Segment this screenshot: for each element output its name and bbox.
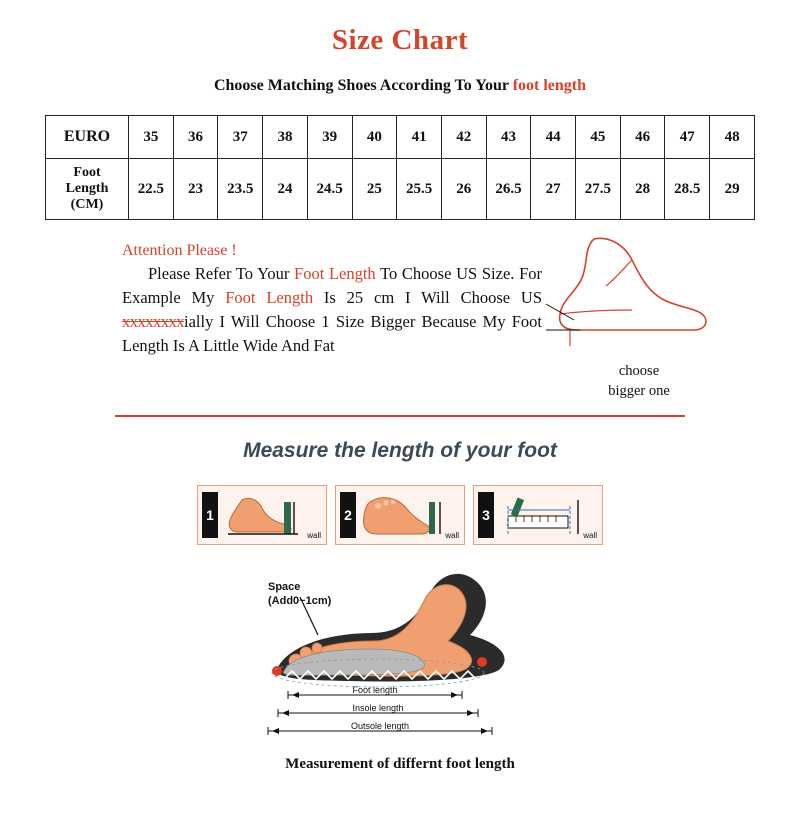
measure-step [197,485,327,545]
section-divider [115,415,685,417]
step3-wall-label: wall [583,531,597,540]
dim-label-insole-length: Insole length [352,703,404,713]
choose-note-line1: choose [618,363,660,379]
table-cell-euro: 38 [263,116,308,159]
attention-line1c: To Choose [375,264,452,283]
table-cell-length: 27 [531,159,576,220]
foot-label-line1: Foot [73,164,101,180]
foot-and-sole-svg [0,549,800,754]
table-cell-length: 23 [173,159,218,220]
row-header-foot-length [46,159,129,220]
table-cell-length: 25 [352,159,397,220]
space-label [268,581,331,609]
table-cell-length: 25.5 [397,159,442,220]
table-cell-euro: 40 [352,116,397,159]
table-cell-euro: 47 [665,116,710,159]
measure-heading: Measure the length of your foot [243,439,557,462]
table-cell-euro: 44 [531,116,576,159]
subtitle-highlight: foot length [512,77,587,94]
table-cell-length: 27.5 [576,159,621,220]
page-title: Size Chart [331,24,469,56]
table-cell-length: 23.5 [218,159,263,220]
measure-step [473,485,603,545]
table-cell-length: 26 [441,159,486,220]
space-label-line2: (Add0~1cm) [268,594,332,607]
space-label-line1: Space [268,581,301,593]
table-cell-euro: 39 [307,116,352,159]
attention-line2c: Is 25 cm I [313,287,411,307]
attention-text [122,262,542,358]
foot-measurement-diagram [0,549,800,754]
foot-label-line3: (CM) [70,197,104,213]
size-table [45,115,755,220]
attention-line4: Bigger Because My Foot Length Is A Little Wide [122,311,543,355]
step1-wall-label: wall [307,531,321,540]
step-number: 1 [202,492,218,538]
table-cell-length: 24.5 [307,159,352,220]
attention-line2b: Foot Length [225,287,314,307]
measure-steps [0,485,800,545]
table-cell-euro: 42 [441,116,486,159]
attention-line2a: US Size. For Example My [122,264,543,307]
attention-line5: And Fat [280,335,335,355]
choose-note-line2: bigger one [608,382,670,399]
row-header-euro: EURO [46,116,129,159]
page-subtitle [0,77,800,95]
table-cell-length: 24 [263,159,308,220]
table-cell-euro: 43 [486,116,531,159]
attention-line1b: Foot Length [294,264,376,283]
table-cell-length: 26.5 [486,159,531,220]
dim-label-foot-length: Foot length [352,685,398,695]
step-number: 3 [478,492,494,538]
attention-line1a: Please Refer To Your [148,264,295,283]
foot-label-line2: Length [65,180,109,196]
subtitle-prefix: Choose Matching Shoes According To Your [213,77,513,94]
table-cell-length: 28 [620,159,665,220]
attention-strikethrough: xxxxxxxx [122,311,184,331]
attention-block [50,234,750,409]
table-cell-length: 29 [710,159,755,220]
step2-wall-label: wall [445,531,459,540]
step-number: 2 [340,492,356,538]
table-cell-length: 22.5 [129,159,174,220]
foot-outline-icon [536,234,716,364]
table-cell-euro: 41 [397,116,442,159]
table-cell-euro: 46 [620,116,665,159]
attention-line3a: Will Choose US [421,287,542,307]
table-cell-length: 28.5 [665,159,710,220]
table-row-foot-length [46,159,755,220]
attention-title: Attention Please ! [122,242,237,259]
size-chart-page [0,24,800,824]
table-cell-euro: 36 [173,116,218,159]
attention-line3b: ially I Will Choose 1 Size [184,311,365,331]
measurement-caption: Measurement of differnt foot length [285,756,515,772]
choose-bigger-note [574,362,704,401]
table-cell-euro: 37 [218,116,263,159]
table-cell-euro: 45 [576,116,621,159]
measure-step [335,485,465,545]
dim-label-outsole-length: Outsole length [350,721,410,731]
table-cell-euro: 35 [129,116,174,159]
table-cell-euro: 48 [710,116,755,159]
table-row-euro [46,116,755,159]
